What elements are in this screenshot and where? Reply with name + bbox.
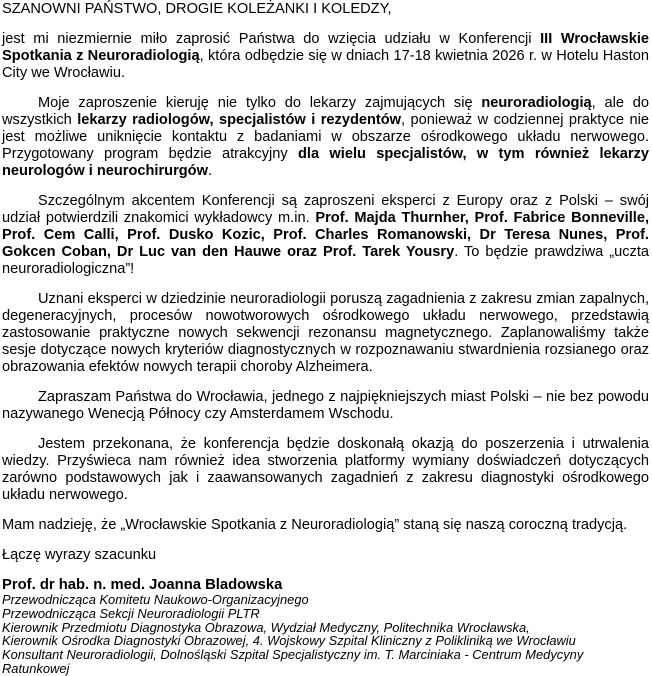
signatory-titles: [2, 593, 649, 676]
bold-text-run: neuroradiologią: [481, 95, 592, 111]
signatory-title: Konsultant Neuroradiologii, Dolnośląski Szpital Specjalistyczny im. T. Marciniaka - Centrum Medycyny Ratunkowej: [2, 647, 584, 676]
text-run: , która odbędzie się w dniach 17-18 kwietnia 2026 r. w Hotelu Haston City we Wrocławiu.: [2, 48, 649, 81]
para-tradition: [2, 517, 649, 534]
bold-text-run: III Wrocławskie Spotkania z Neuroradiologią: [2, 31, 649, 64]
bold-text-run: dla wielu specjalistów, w tym również lekarzy neurologów i neurochirurgów: [2, 146, 649, 179]
para-experts: [2, 193, 649, 278]
para-conviction: [2, 436, 649, 504]
signatory-title: Kierownik Ośrodka Diagnostyki Obrazowej, 4. Wojskowy Szpital Kliniczny z Polikliniką we Wrocławiu: [2, 633, 576, 649]
signature-block: [2, 577, 649, 676]
signatory-title: Przewodnicząca Komitetu Naukowo-Organizacyjnego: [2, 592, 309, 607]
text-run: Mam nadzieję, że „Wrocławskie Spotkania z Neuroradiologią” staną się naszą coroczną tradycją.: [2, 517, 628, 533]
text-run: jest mi niezmiernie miło zaprosić Państwa do wzięcia udziału w Konferencji: [2, 31, 541, 47]
signatory-title: Przewodnicząca Sekcji Neuroradiologii PLTR: [2, 605, 260, 621]
text-run: Moje zaproszenie kieruję nie tylko do lekarzy zajmujących się: [38, 95, 482, 111]
text-run: Uznani eksperci w dziedzinie neuroradiologii poruszą zagadnienia z zakresu zmian zapalnych, degeneracyjnych, procesów nowotworowych ośrodkowego układu nerwowego, przedstawią zastosowanie praktyczne nowych sekwencji rezonansu magnetycznego. Zaplanowaliśmy także sesje dotyczące nowych kryteriów diagnostycznych w rozpoznawaniu stwardnienia rozsianego oraz obrazowania efektów nowych terapii choroby Alzheimera.: [2, 291, 649, 375]
bold-text-run: Prof. Majda Thurnher, Prof. Fabrice Bonneville, Prof. Cem Calli, Prof. Dusko Kozic, Prof. Charles Romanowski, Dr Teresa Nunes, Prof. Gokcen Coban, Dr Luc van den Hauwe oraz Prof. Tarek Yousry: [2, 210, 649, 260]
text-run: .: [207, 163, 212, 179]
text-run: Jestem przekonana, że konferencja będzie doskonałą okazją do poszerzenia i utrwalenia wiedzy. Przyświeca nam również idea stworzenia platformy wymiany doświadczeń dotyczących zarówno podstawowych jak i zaawansowanych zagadnień z zakresu diagnostyki ośrodkowego układu nerwowego.: [2, 436, 649, 503]
letter-body: [2, 31, 649, 534]
text-run: . To będzie prawdziwa „uczta neuroradiologiczna”!: [2, 244, 649, 277]
para-wroclaw: [2, 389, 649, 423]
closing-phrase: Łączę wyrazy szacunku: [2, 547, 157, 563]
para-topics: [2, 291, 649, 376]
text-run: , ale do wszystkich: [2, 95, 649, 128]
para-invitation-scope: [2, 95, 649, 180]
text-run: , ponieważ w codziennej praktyce nie jest możliwe uniknięcie kontaktu z badaniami w obszarze ośrodkowego układu nerwowego. Przygotowany program będzie atrakcyjny: [2, 112, 649, 162]
signatory-title: Kierownik Przedmiotu Diagnostyka Obrazowa, Wydział Medyczny, Politechnika Wrocławska,: [2, 619, 530, 635]
bold-text-run: lekarzy radiologów, specjalistów i rezydentów: [77, 112, 402, 128]
salutation: SZANOWNI PAŃSTWO, DROGIE KOLEŻANKI I KOLEDZY,: [2, 1, 392, 17]
para-intro: [2, 31, 649, 82]
signatory-name: Prof. dr hab. n. med. Joanna Bladowska: [2, 577, 283, 593]
text-run: Szczególnym akcentem Konferencji są zaproszeni eksperci z Europy oraz z Polski – swój udział potwierdzili znakomici wykładowcy m.in.: [2, 193, 649, 226]
text-run: Zapraszam Państwa do Wrocławia, jednego z najpiękniejszych miast Polski – nie bez powodu nazywanego Wenecją Północy czy Amsterdamem Wschodu.: [2, 389, 649, 422]
